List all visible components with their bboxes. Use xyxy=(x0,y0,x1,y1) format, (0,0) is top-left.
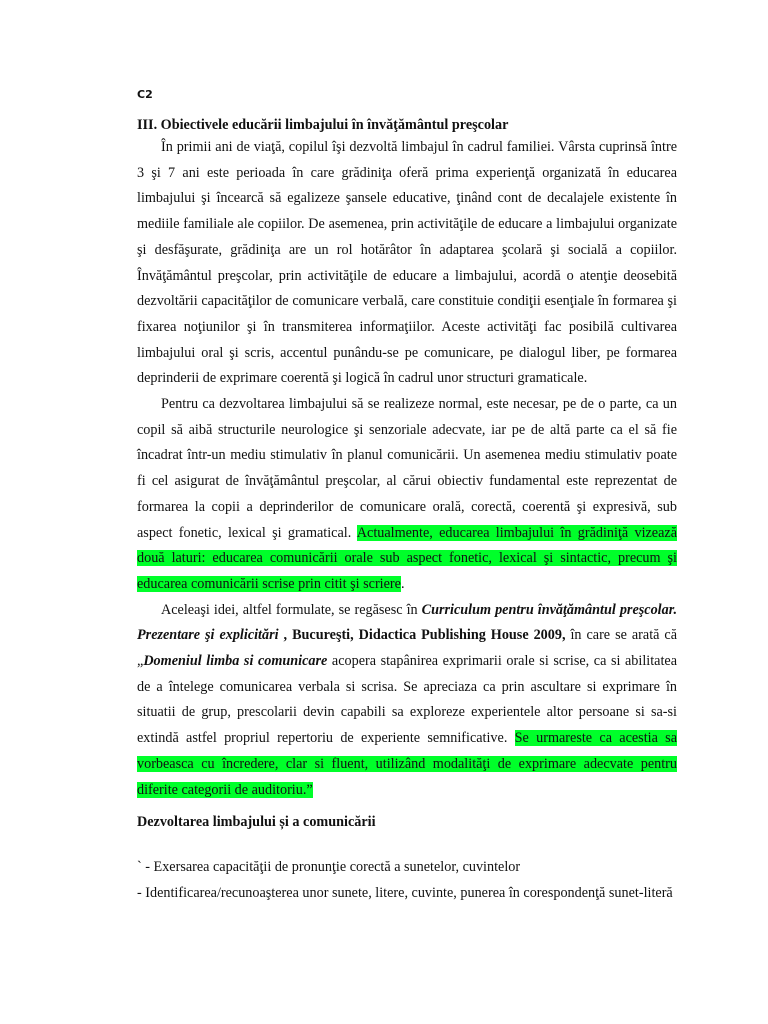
paragraph-1 xyxy=(137,135,677,392)
paragraph-1-text: În primii ani de viaţă, copilul îşi dezvoltă limbajul în cadrul familiei. Vârsta cuprinsă între 3 şi 7 ani este perioada în care grădiniţa oferă prima experienţă organizată în educarea limbajului şi încearcă să egalizeze şansele educative, ţinând cont de decalajele existente în mediile familiale ale copiilor. De asemenea, prin activităţile de educare a limbajului organizate şi desfăşurate, grădiniţa are un rol hotărâtor în adaptarea şcolară şi socială a copiilor. Învăţământul preşcolar, prin activităţile de educare a limbajului, acordă o atenţie deosebită dezvoltării capacităţilor de comunicare verbală, care constituie condiţii esenţiale în formarea şi fixarea noţiunilor şi în transmiterea informaţiilor. Aceste activităţi fac posibilă cultivarea limbajului oral şi scris, accentul punându-se pe comunicare, pe dialogul liber, pe formarea deprinderii de exprimare coerentă şi logică în cadrul unor structuri gramaticale. xyxy=(137,139,677,387)
curriculum-title: Curriculum pentru învăţământul preşcolar. Prezentare şi explicitări xyxy=(137,601,677,644)
paragraph-3-highlight: Se urmareste ca acestia sa vorbeasca cu încredere, clar si fluent, utilizând modalităţi de exprimare adecvate pentru diferite categorii de auditoriu.” xyxy=(137,730,677,798)
paragraph-2-text: Pentru ca dezvoltarea limbajului să se realizeze normal, este necesar, pe de o parte, ca un copil să aibă structurile neurologice şi senzoriale adecvate, iar pe de altă parte ca el să fie încadrat într-un mediu stimulativ în planul comunicării. Un asemenea mediu stimulativ poate fi cel asigurat de învăţământul preşcolar, al cărui obiectiv fundamental este reprezentat de formarea la copii a deprinderilor de comunicare orală, corectă, coerentă şi expresivă, sub aspect fonetic, lexical şi gramatical. xyxy=(137,396,677,541)
domain-name: Domeniul limba si comunicare xyxy=(143,653,328,670)
spacer xyxy=(137,833,677,855)
paragraph-3-mid: în care se arată că „ xyxy=(137,627,677,670)
paragraph-3-text: acopera stapânirea exprimarii orale si scrise, ca si abilitatea de a întelege comunicarea verbala si scrisa. Se apreciaza ca prin ascultare si exprimare în situatii de grup, prescolarii devin capabili sa exploreze experientele altor persoane si sa-si extindă astfel propriul repertoriu de experiente semnificative. xyxy=(137,653,677,747)
list-item-1: ` - Exersarea capacităţii de pronunţie corectă a sunetelor, cuvintelor xyxy=(137,859,521,876)
paragraph-3-intro: Aceleaşi idei, altfel formulate, se regăsesc în xyxy=(161,601,422,618)
section-heading: III. Obiectivele educării limbajului în învăţământul preşcolar xyxy=(137,117,509,133)
list-item-2: - Identificarea/recunoaşterea unor sunete, litere, cuvinte, punerea în corespondenţă sunet-literă xyxy=(137,884,673,901)
publisher-info: Bucureşti, Didactica Publishing House 2009, xyxy=(292,627,566,644)
paragraph-2-end: . xyxy=(400,575,405,592)
paragraph-2-highlight: Actualmente, educarea limbajului în grădiniţă vizează două laturi: educarea comunicării orale sub aspect fonetic, lexical şi sintactic, precum şi educarea comunicării scrise prin citit şi scriere xyxy=(137,524,677,592)
document-code: C2 xyxy=(137,88,153,101)
subheading: Dezvoltarea limbajului și a comunicării xyxy=(137,814,376,831)
title-separator: , xyxy=(278,627,293,644)
paragraph-2 xyxy=(137,392,677,598)
paragraph-3 xyxy=(137,598,677,804)
document-page xyxy=(137,84,677,907)
